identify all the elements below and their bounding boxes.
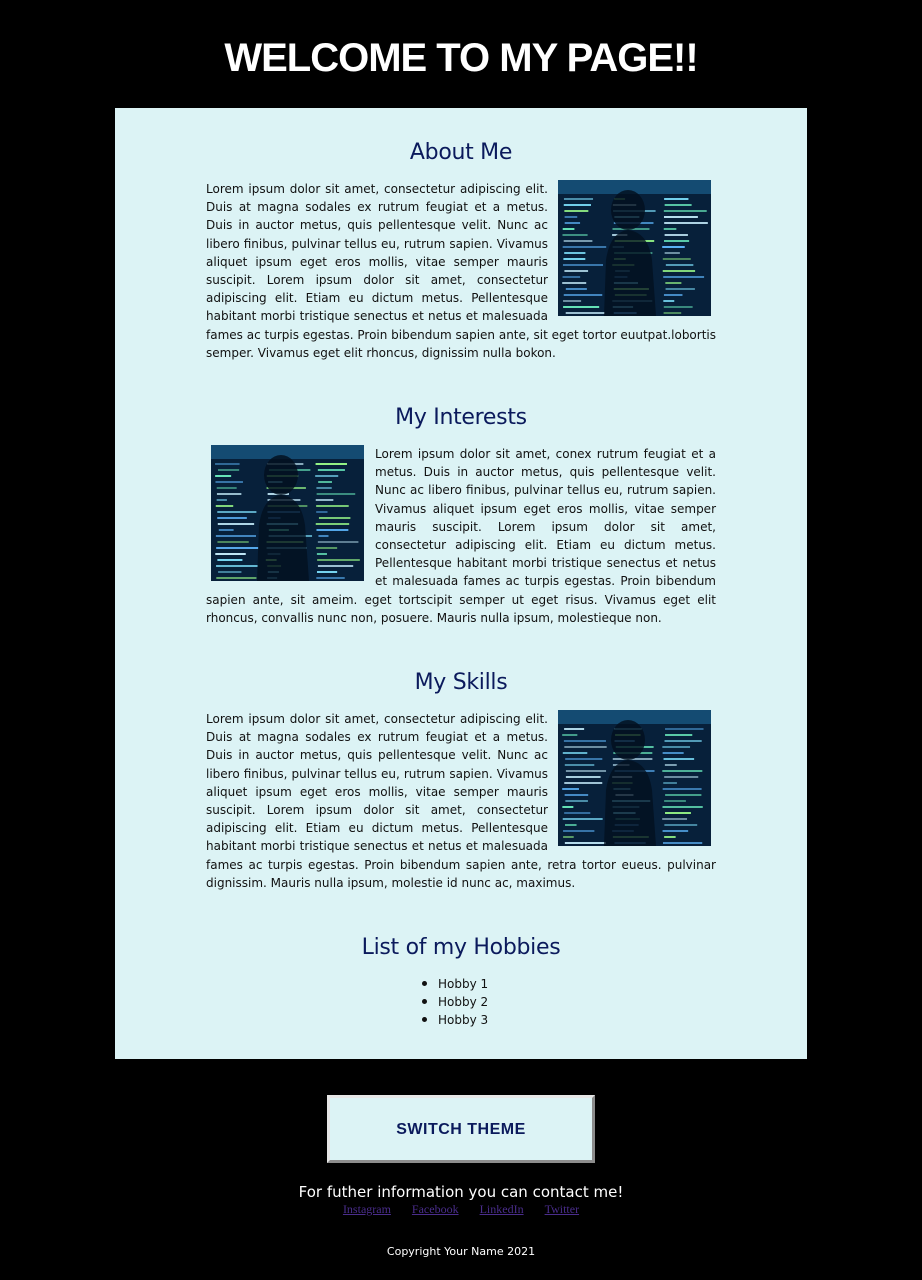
interests-section	[206, 403, 716, 627]
code-line	[662, 806, 702, 808]
code-line	[664, 216, 698, 218]
code-line	[316, 487, 331, 489]
instagram-link[interactable]: Instagram	[342, 1202, 391, 1216]
code-line	[563, 246, 607, 248]
code-line	[219, 529, 234, 531]
code-line	[563, 752, 588, 754]
code-line	[664, 240, 689, 242]
skills-body-wrapper	[206, 710, 716, 892]
code-line	[317, 571, 337, 573]
code-line	[566, 288, 587, 290]
code-line	[318, 535, 328, 537]
code-line	[662, 246, 685, 248]
code-line	[216, 505, 233, 507]
code-line	[664, 228, 677, 230]
code-line	[565, 800, 588, 802]
code-screen-photo	[558, 180, 711, 316]
skills-heading: My Skills	[414, 670, 508, 695]
code-line	[562, 734, 577, 736]
code-line	[663, 830, 689, 832]
code-line	[565, 824, 577, 826]
code-line	[663, 258, 691, 260]
code-line	[216, 565, 258, 567]
code-line	[665, 734, 692, 736]
code-line	[316, 499, 334, 501]
person-silhouette-head	[611, 720, 645, 760]
code-line	[663, 842, 702, 844]
code-line	[564, 740, 606, 742]
code-line	[666, 264, 693, 266]
skills-text: Lorem ipsum dolor sit amet, consectetur adipiscing elit. Duis at magna sodales ex rutrum feugiat et a metus. Duis in auctor metus, quis pellentesque velit. Nunc ac libero finibus, pulvinar tellus eu, rutrum sapien. Vivamus aliquet ipsum eget eros mollis, vitae semper mauris suscipit. Lorem ipsum dolor sit amet, consectetur adipiscing elit. Etiam eu dictum metus. Pellentesque habitant morbi tristique senectus et netus et malesuada fames ac turpis egestas. Proin bibendum sapien ante, retra tortor eueus. pulvinar dignissim. Mauris nulla ipsum, molestie id nunc ac, maximus.	[206, 712, 716, 890]
code-line	[215, 481, 242, 483]
about-heading: About Me	[409, 140, 513, 165]
code-line	[664, 800, 686, 802]
about-body-wrapper	[206, 180, 716, 362]
code-line	[217, 499, 227, 501]
code-line	[215, 463, 240, 465]
code-line	[665, 234, 688, 236]
code-line	[665, 252, 680, 254]
code-line	[564, 270, 588, 272]
interests-body-wrapper	[206, 445, 716, 627]
code-line	[318, 565, 353, 567]
code-line	[565, 764, 594, 766]
code-line	[664, 776, 698, 778]
code-line	[662, 770, 702, 772]
hobby-item: Hobby 3	[206, 1011, 716, 1029]
code-line	[215, 553, 245, 555]
code-line	[564, 210, 588, 212]
code-line	[566, 312, 605, 314]
code-line	[562, 282, 586, 284]
code-line	[217, 493, 241, 495]
code-screen-photo	[211, 445, 364, 581]
skills-section	[206, 668, 716, 892]
interests-heading: My Interests	[395, 405, 527, 430]
code-line	[665, 282, 681, 284]
about-photo	[558, 180, 711, 316]
code-line	[664, 836, 676, 838]
code-line	[665, 740, 702, 742]
code-line	[216, 577, 256, 579]
code-line	[217, 517, 247, 519]
code-line	[217, 559, 242, 561]
code-line	[665, 812, 691, 814]
code-line	[218, 469, 239, 471]
code-line	[317, 559, 360, 561]
code-screen-photo	[558, 710, 711, 846]
code-line	[565, 842, 606, 844]
code-line	[663, 270, 695, 272]
code-line	[316, 463, 347, 465]
page-title: WELCOME TO MY PAGE!!	[224, 36, 698, 80]
code-line	[564, 728, 584, 730]
linkedin-link[interactable]: LinkedIn	[479, 1202, 524, 1216]
code-line	[563, 836, 574, 838]
content-panel	[115, 108, 807, 1059]
code-line	[218, 523, 254, 525]
code-line	[566, 770, 606, 772]
switch-theme-button[interactable]: SWITCH THEME	[327, 1095, 595, 1163]
code-line	[564, 240, 593, 242]
interests-text: Lorem ipsum dolor sit amet, conex rutrum feugiat et a metus. Duis in auctor metus, quis pellentesque velit. Nunc ac libero finibus, pulvinar tellus eu, rutrum sapien. Vivamus aliquet ipsum eget eros mollis, vitae semper mauris suscipit. Lorem ipsum dolor sit amet, consectetur adipiscing elit. Etiam eu dictum metus. Pellentesque habitant morbi tristique senectus et netus et malesuada fames ac turpis egestas. Proin bibendum sapien ante, sit ameim. eget tortscipit semper ut eget risus. Vivamus eget elit rhoncus, convallis nunc non, posuere. Mauris nulla ipsum, molestieque non.	[206, 447, 716, 625]
person-silhouette-head	[264, 455, 298, 495]
code-line	[564, 252, 585, 254]
copyright: Copyright Your Name 2021	[386, 1245, 536, 1258]
code-line	[566, 776, 601, 778]
code-line	[563, 306, 599, 308]
social-links	[0, 1201, 922, 1217]
code-line	[317, 553, 327, 555]
code-line	[563, 300, 581, 302]
code-line	[318, 469, 345, 471]
code-line	[565, 222, 580, 224]
code-line	[664, 294, 683, 296]
code-line	[563, 830, 594, 832]
code-line	[664, 758, 695, 760]
twitter-link[interactable]: Twitter	[544, 1202, 580, 1216]
hobby-item: Hobby 2	[206, 993, 716, 1011]
code-line	[318, 541, 359, 543]
code-line	[564, 294, 603, 296]
code-line	[563, 818, 603, 820]
code-line	[317, 493, 356, 495]
code-line	[216, 535, 256, 537]
code-line	[666, 288, 695, 290]
code-line	[316, 547, 337, 549]
code-line	[565, 758, 602, 760]
person-silhouette-head	[611, 190, 645, 230]
code-line	[664, 222, 708, 224]
code-line	[663, 788, 702, 790]
code-line	[562, 234, 587, 236]
about-section	[206, 138, 716, 362]
interests-photo	[211, 445, 364, 581]
hobbies-heading: List of my Hobbies	[361, 935, 561, 960]
code-line	[215, 475, 231, 477]
code-line	[563, 228, 575, 230]
code-line	[663, 276, 704, 278]
code-line	[665, 794, 701, 796]
code-line	[563, 258, 585, 260]
code-line	[565, 794, 589, 796]
code-line	[563, 276, 581, 278]
code-line	[564, 204, 591, 206]
code-line	[216, 547, 258, 549]
hobbies-list	[206, 975, 716, 1030]
code-line	[665, 204, 692, 206]
code-line	[316, 511, 327, 513]
code-line	[319, 517, 350, 519]
code-line	[562, 806, 573, 808]
code-line	[662, 746, 690, 748]
skills-photo	[558, 710, 711, 846]
code-line	[217, 487, 237, 489]
code-line	[316, 505, 349, 507]
code-line	[316, 529, 348, 531]
code-line	[664, 198, 688, 200]
code-line	[663, 782, 677, 784]
code-line	[218, 571, 241, 573]
hobbies-section	[206, 933, 716, 1030]
facebook-link[interactable]: Facebook	[411, 1202, 459, 1216]
hobby-item: Hobby 1	[206, 975, 716, 993]
code-line	[664, 210, 707, 212]
code-line	[562, 788, 579, 790]
code-line	[664, 306, 693, 308]
contact-text: For futher information you can contact me!	[298, 1183, 624, 1201]
code-line	[318, 481, 332, 483]
code-line	[564, 782, 602, 784]
code-line	[315, 475, 338, 477]
code-line	[217, 541, 248, 543]
code-line	[664, 312, 682, 314]
code-line	[217, 511, 256, 513]
code-line	[662, 818, 687, 820]
about-text: Lorem ipsum dolor sit amet, consectetur adipiscing elit. Duis at magna sodales ex rutrum feugiat et a metus. Duis in auctor metus, quis pellentesque velit. Nunc ac libero finibus, pulvinar tellus eu, rutrum sapien. Vivamus aliquet ipsum eget eros mollis, vitae semper mauris suscipit. Lorem ipsum dolor sit amet, consectetur adipiscing elit. Etiam eu dictum metus. Pellentesque habitant morbi tristique senectus et netus et malesuada fames ac turpis egestas. Proin bibendum sapien ante, sit eget tortor euutpat.lobortis semper. Vivamus eget elit rhoncus, dignissim nulla bokon.	[206, 182, 716, 360]
code-line	[316, 577, 344, 579]
code-line	[663, 300, 674, 302]
code-line	[665, 764, 677, 766]
code-line	[564, 812, 590, 814]
code-line	[563, 264, 603, 266]
code-line	[564, 198, 593, 200]
code-line	[663, 752, 684, 754]
code-line	[316, 523, 349, 525]
code-line	[564, 746, 606, 748]
code-line	[565, 216, 578, 218]
code-line	[664, 824, 697, 826]
code-line	[665, 728, 704, 730]
